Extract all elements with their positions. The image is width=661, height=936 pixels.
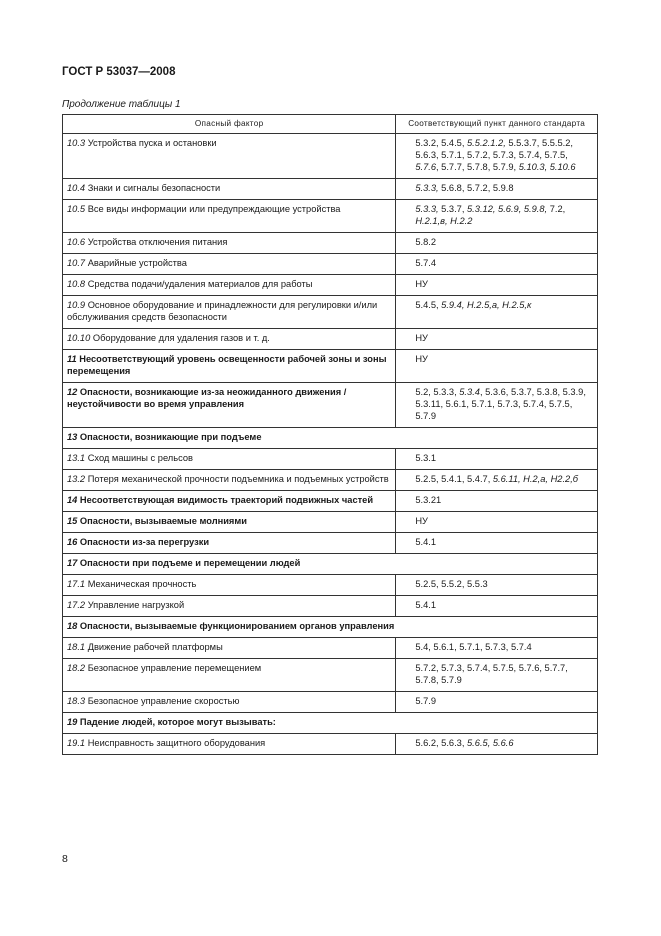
hazard-number: 17.2 [67, 600, 86, 610]
clause-ref: , 5.7.7, 5.7.8, 5.7.9, [436, 162, 519, 172]
hazard-cell [63, 233, 396, 254]
hazard-text: Опасности, возникающие при подъеме [77, 432, 262, 442]
table-row [63, 428, 598, 449]
hazard-text: Устройства пуска и остановки [85, 138, 217, 148]
clause-cell [396, 350, 598, 383]
clause-ref: 5.6.2, 5.6.3, [415, 738, 468, 748]
clause-ref: 5.7.2, 5.7.3, 5.7.4, 5.7.5, 5.7.6, 5.7.7, 5.7.8, 5.7.9 [415, 663, 568, 685]
clause-ref: , 5.3.6, 5.3.7, 5.3.8, 5.3.9, 5.3.11, 5.6.1, 5.7.1, 5.7.3, 5.7.4, 5.7.5, 5.7.9 [415, 387, 586, 421]
hazard-number: 13.2 [67, 474, 86, 484]
hazard-number: 16 [67, 537, 78, 547]
hazard-text: Механическая прочность [85, 579, 197, 589]
table-row [63, 470, 598, 491]
clause-cell [396, 575, 598, 596]
hazard-text: Сход машины с рельсов [85, 453, 193, 463]
hazard-number: 19 [67, 717, 78, 727]
hazard-number: 10.7 [67, 258, 86, 268]
table-row [63, 659, 598, 692]
hazard-number: 15 [67, 516, 78, 526]
hazard-number: 10.5 [67, 204, 86, 214]
clause-cell [396, 512, 598, 533]
clause-ref: 5.3.4 [459, 387, 480, 397]
clause-ref: 5.6.5, 5.6.6 [467, 738, 514, 748]
hazard-text: Основное оборудование и принадлежности для регулировки и/или обслуживания средств безопасности [67, 300, 378, 322]
hazard-text: Оборудование для удаления газов и т. д. [90, 333, 270, 343]
hazard-text: Опасности, вызываемые функционированием органов управления [77, 621, 395, 631]
hazard-cell [63, 329, 396, 350]
clause-ref: 5.6.11, H.2,а, H2.2,б [492, 474, 579, 484]
clause-ref: 5.3.7, [441, 204, 468, 214]
clause-ref: 5.9.4, H.2.5,а, H.2.5,к [441, 300, 532, 310]
clause-ref: 5.7.6 [415, 162, 437, 172]
hazard-cell [63, 134, 396, 179]
table-row [63, 383, 598, 428]
hazard-cell [63, 470, 396, 491]
hazard-text: Несоответствующая видимость траекторий подвижных частей [77, 495, 374, 505]
table-row [63, 617, 598, 638]
hazard-text: Безопасное управление перемещением [85, 663, 262, 673]
clause-ref: 5.3.3, [415, 204, 442, 214]
hazard-text: Опасности при подъеме и перемещении людей [77, 558, 301, 568]
hazard-number: 13 [67, 432, 78, 442]
clause-ref: 5.3.12, 5.6.9, 5.9.8, [467, 204, 550, 214]
table-row [63, 134, 598, 179]
table-row [63, 512, 598, 533]
clause-cell [396, 134, 598, 179]
clause-ref: 5.2.5, 5.5.2, 5.5.3 [415, 579, 488, 589]
hazard-cell [63, 350, 396, 383]
hazard-cell [63, 275, 396, 296]
clause-ref: 7.2, [549, 204, 566, 214]
clause-cell [396, 449, 598, 470]
hazard-cell [63, 179, 396, 200]
clause-cell [396, 179, 598, 200]
table-row [63, 713, 598, 734]
clause-ref: 5.6.8, 5.7.2, 5.9.8 [441, 183, 514, 193]
clause-ref: 5.7.4 [415, 258, 437, 268]
clause-cell [396, 491, 598, 512]
clause-cell [396, 692, 598, 713]
table-row [63, 296, 598, 329]
clause-cell [396, 254, 598, 275]
clause-ref: 5.3.2, 5.4.5, [415, 138, 468, 148]
hazard-cell [63, 617, 598, 638]
clause-ref: 5.8.2 [415, 237, 437, 247]
table-row [63, 638, 598, 659]
col-header-factor: Опасный фактор [63, 115, 396, 134]
table-body [63, 134, 598, 755]
table-row [63, 734, 598, 755]
table-row [63, 554, 598, 575]
clause-cell [396, 533, 598, 554]
hazard-text: Опасности, вызываемые молниями [77, 516, 247, 526]
clause-ref: 5.4.1 [415, 537, 437, 547]
hazard-cell [63, 254, 396, 275]
hazard-number: 18.3 [67, 696, 86, 706]
table-row [63, 233, 598, 254]
clause-ref: 5.3.21 [415, 495, 442, 505]
hazard-number: 10.4 [67, 183, 86, 193]
document-id: ГОСТ Р 53037—2008 [62, 66, 176, 78]
table-row [63, 329, 598, 350]
hazard-number: 10.9 [67, 300, 86, 310]
hazard-number: 19.1 [67, 738, 86, 748]
table-row [63, 254, 598, 275]
hazard-text: Опасности из-за перегрузки [77, 537, 210, 547]
hazard-text: Падение людей, которое могут вызывать: [77, 717, 276, 727]
hazard-text: Устройства отключения питания [85, 237, 228, 247]
clause-cell [396, 296, 598, 329]
hazard-cell [63, 596, 396, 617]
hazard-cell [63, 659, 396, 692]
clause-ref: 5.5.3.7, 5.5.5.2, 5.6.3, 5.7.1, 5.7.2, 5.7.3, 5.7.4, 5.7.5, [415, 138, 573, 160]
table-row [63, 275, 598, 296]
hazard-cell [63, 512, 396, 533]
table-row [63, 491, 598, 512]
clause-ref: 5.10.3, 5.10.6 [518, 162, 576, 172]
hazard-text: Все виды информации или предупреждающие устройства [85, 204, 341, 214]
hazards-table [62, 114, 598, 755]
table-row [63, 350, 598, 383]
hazard-cell [63, 200, 396, 233]
clause-ref: 5.3.1 [415, 453, 437, 463]
clause-cell [396, 275, 598, 296]
col-header-clause: Соответствующий пункт данного стандарта [396, 115, 598, 134]
hazard-cell [63, 296, 396, 329]
hazard-cell [63, 692, 396, 713]
hazard-cell [63, 575, 396, 596]
hazard-text: Безопасное управление скоростью [85, 696, 240, 706]
hazard-text: Несоответствующий уровень освещенности рабочей зоны и зоны перемещения [67, 354, 387, 376]
hazard-cell [63, 734, 396, 755]
clause-ref: 5.2, 5.3.3, [415, 387, 460, 397]
table-row [63, 200, 598, 233]
clause-cell [396, 383, 598, 428]
clause-cell [396, 329, 598, 350]
table-row [63, 575, 598, 596]
clause-ref: 5.2.5, 5.4.1, 5.4.7, [415, 474, 493, 484]
clause-cell [396, 233, 598, 254]
hazard-cell [63, 428, 598, 449]
hazard-cell [63, 383, 396, 428]
hazard-text: Аварийные устройства [85, 258, 187, 268]
clause-cell [396, 638, 598, 659]
hazard-number: 14 [67, 495, 78, 505]
hazard-number: 13.1 [67, 453, 86, 463]
clause-ref: 5.4.5, [415, 300, 442, 310]
clause-ref: 5.4.1 [415, 600, 437, 610]
clause-ref: H.2.1,в, H.2.2 [415, 216, 473, 226]
clause-cell [396, 470, 598, 491]
hazard-number: 10.3 [67, 138, 86, 148]
page-number: 8 [62, 853, 68, 865]
clause-cell [396, 734, 598, 755]
clause-cell [396, 596, 598, 617]
hazard-text: Неисправность защитного оборудования [85, 738, 266, 748]
hazard-number: 18 [67, 621, 78, 631]
hazard-cell [63, 638, 396, 659]
hazard-text: Опасности, возникающие из-за неожиданного движения / неустойчивости во время управления [67, 387, 347, 409]
hazard-number: 11 [67, 354, 77, 364]
clause-ref: НУ [415, 354, 428, 364]
clause-ref: 5.4, 5.6.1, 5.7.1, 5.7.3, 5.7.4 [415, 642, 532, 652]
hazard-cell [63, 449, 396, 470]
hazard-number: 17.1 [67, 579, 86, 589]
clause-ref: НУ [415, 516, 428, 526]
hazard-cell [63, 713, 598, 734]
hazard-number: 18.2 [67, 663, 86, 673]
hazard-text: Средства подачи/удаления материалов для работы [85, 279, 313, 289]
hazard-text: Знаки и сигналы безопасности [85, 183, 221, 193]
table-row [63, 449, 598, 470]
hazard-number: 18.1 [67, 642, 86, 652]
clause-ref: 5.5.2.1.2, [467, 138, 509, 148]
table-header-row [63, 115, 598, 134]
table-row [63, 179, 598, 200]
hazard-number: 10.10 [67, 333, 91, 343]
clause-cell [396, 659, 598, 692]
clause-ref: НУ [415, 279, 428, 289]
hazard-cell [63, 491, 396, 512]
clause-ref: 5.3.3, [415, 183, 442, 193]
table-caption: Продолжение таблицы 1 [62, 99, 181, 110]
hazard-text: Потеря механической прочности подъемника и подъемных устройств [85, 474, 389, 484]
hazard-number: 10.8 [67, 279, 86, 289]
clause-ref: НУ [415, 333, 428, 343]
table-row [63, 533, 598, 554]
hazard-number: 12 [67, 387, 78, 397]
table-row [63, 692, 598, 713]
hazard-text: Управление нагрузкой [85, 600, 185, 610]
hazard-number: 10.6 [67, 237, 86, 247]
hazard-cell [63, 554, 598, 575]
table-row [63, 596, 598, 617]
hazard-number: 17 [67, 558, 78, 568]
clause-cell [396, 200, 598, 233]
hazard-text: Движение рабочей платформы [85, 642, 223, 652]
clause-ref: 5.7.9 [415, 696, 437, 706]
hazard-cell [63, 533, 396, 554]
